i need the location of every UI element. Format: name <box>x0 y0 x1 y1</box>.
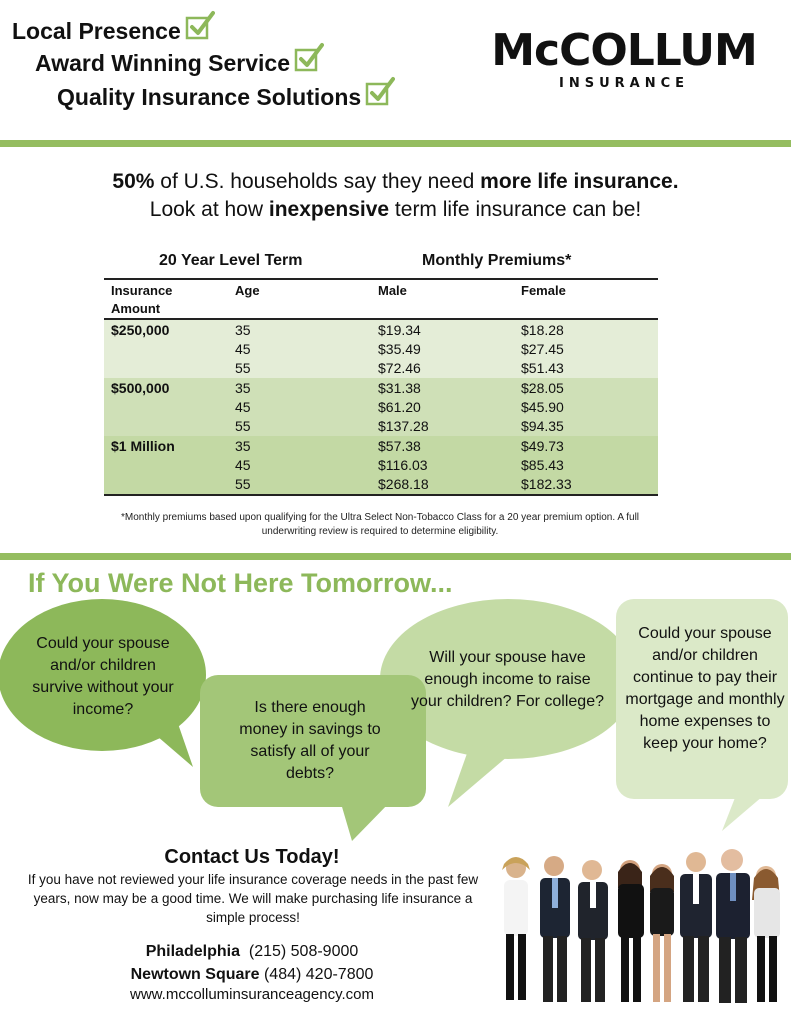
intro-statement <box>0 168 791 224</box>
cell-male: $268.18 <box>378 476 429 492</box>
phone-list <box>28 940 476 986</box>
intro-text: term life insurance can be! <box>389 198 642 221</box>
table-row <box>104 380 658 399</box>
table-heading-term: 20 Year Level Term <box>159 252 303 269</box>
intro-emphasis: more life insurance. <box>480 170 679 193</box>
phone-number[interactable]: (484) 420-7800 <box>263 966 374 983</box>
cell-female: $49.73 <box>521 438 564 454</box>
table-column-headers <box>104 280 658 318</box>
cell-female: $28.05 <box>521 380 564 396</box>
checkmark-icon <box>294 42 324 72</box>
cell-female: $51.43 <box>521 360 564 376</box>
premium-table <box>104 250 658 496</box>
cell-female: $85.43 <box>521 457 564 473</box>
tagline-text: Award Winning Service <box>35 49 290 76</box>
col-header-age: Age <box>235 283 260 298</box>
speech-bubbles <box>0 595 791 845</box>
cell-age: 55 <box>235 418 251 434</box>
bubble-3-text: Will your spouse have enough income to raise your children? For college? <box>411 649 604 710</box>
table-row <box>104 322 658 341</box>
intro-line-2 <box>0 196 791 224</box>
table-headings <box>104 250 658 278</box>
cell-male: $61.20 <box>378 399 421 415</box>
cell-male: $116.03 <box>378 457 428 473</box>
mccollum-logo <box>466 25 782 98</box>
intro-stat: 50% <box>112 170 155 193</box>
cell-female: $94.35 <box>521 418 564 434</box>
tagline-award-winning <box>35 48 324 78</box>
intro-line-1 <box>0 168 791 196</box>
tagline-quality-solutions <box>57 82 395 112</box>
group-amount: $250,000 <box>111 322 170 338</box>
cell-age: 45 <box>235 341 251 357</box>
table-row <box>104 399 658 418</box>
tagline-text: Local Presence <box>12 17 181 44</box>
phone-philadelphia <box>28 940 476 963</box>
table-heading-premiums: Monthly Premiums* <box>422 252 572 269</box>
cell-male: $137.28 <box>378 418 429 434</box>
table-group-1m <box>104 436 658 494</box>
cell-male: $35.49 <box>378 341 421 357</box>
phone-newtown-square <box>28 963 476 986</box>
col-header-male: Male <box>378 283 407 298</box>
cell-female: $27.45 <box>521 341 564 357</box>
col-header-amount: Insurance Amount <box>111 283 173 316</box>
bubble-2-text: Is there enough money in savings to satisfy all of your debts? <box>239 699 381 782</box>
cell-female: $182.33 <box>521 476 572 492</box>
cell-age: 55 <box>235 476 251 492</box>
logo-subtitle: INSURANCE <box>558 76 689 91</box>
cell-age: 35 <box>235 380 251 396</box>
contact-body: If you have not reviewed your life insurance coverage needs in the past few years, now may be a good time. We will make purchasing life insurance a simple process! <box>27 872 479 925</box>
cell-female: $18.28 <box>521 322 564 338</box>
cell-male: $19.34 <box>378 322 421 338</box>
tagline-block <box>0 0 440 120</box>
tagline-local-presence <box>12 16 215 46</box>
cell-male: $57.38 <box>378 438 421 454</box>
intro-text: Look at how <box>149 198 269 221</box>
cell-male: $31.38 <box>378 380 421 396</box>
table-row <box>104 418 658 437</box>
group-amount: $500,000 <box>111 380 170 396</box>
table-row <box>104 438 658 457</box>
intro-text: of U.S. households say they need <box>154 170 481 193</box>
cell-age: 55 <box>235 360 251 376</box>
table-row <box>104 341 658 360</box>
team-member-figures <box>502 849 780 1003</box>
table-row <box>104 457 658 476</box>
cell-age: 45 <box>235 457 251 473</box>
cell-male: $72.46 <box>378 360 421 376</box>
tagline-text: Quality Insurance Solutions <box>57 83 362 110</box>
table-group-250k <box>104 320 658 378</box>
divider <box>0 140 791 147</box>
bubble-4-text: Could your spouse and/or children continue to pay their mortgage and monthly home expenses to keep your home? <box>625 625 785 752</box>
cell-age: 35 <box>235 438 251 454</box>
team-photo <box>490 836 790 1016</box>
office-name: Newtown Square <box>130 966 260 983</box>
section-title: If You Were Not Here Tomorrow... <box>28 568 453 598</box>
table-group-500k <box>104 378 658 436</box>
col-header-female: Female <box>521 283 566 298</box>
table-row <box>104 476 658 495</box>
checkmark-icon <box>185 10 215 40</box>
phone-number[interactable]: (215) 508-9000 <box>248 943 359 960</box>
contact-title: Contact Us Today! <box>164 846 340 868</box>
intro-emphasis: inexpensive <box>268 198 390 221</box>
logo-wordmark: McCOLLUM <box>491 25 757 76</box>
website-link[interactable]: www.mccolluminsuranceagency.com <box>130 986 374 1003</box>
table-footnote: *Monthly premiums based upon qualifying for the Ultra Select Non-Tobacco Class for a 20 year premium option. A full underwriting review is required to determine eligibility. <box>120 512 640 537</box>
office-name: Philadelphia <box>145 943 240 960</box>
table-row <box>104 360 658 379</box>
cell-female: $45.90 <box>521 399 564 415</box>
checkmark-icon <box>365 76 395 106</box>
cell-age: 45 <box>235 399 251 415</box>
divider <box>0 553 791 560</box>
cell-age: 35 <box>235 322 251 338</box>
bubble-1-text: Could your spouse and/or children survive without your income? <box>32 635 174 718</box>
group-amount: $1 Million <box>111 438 175 454</box>
